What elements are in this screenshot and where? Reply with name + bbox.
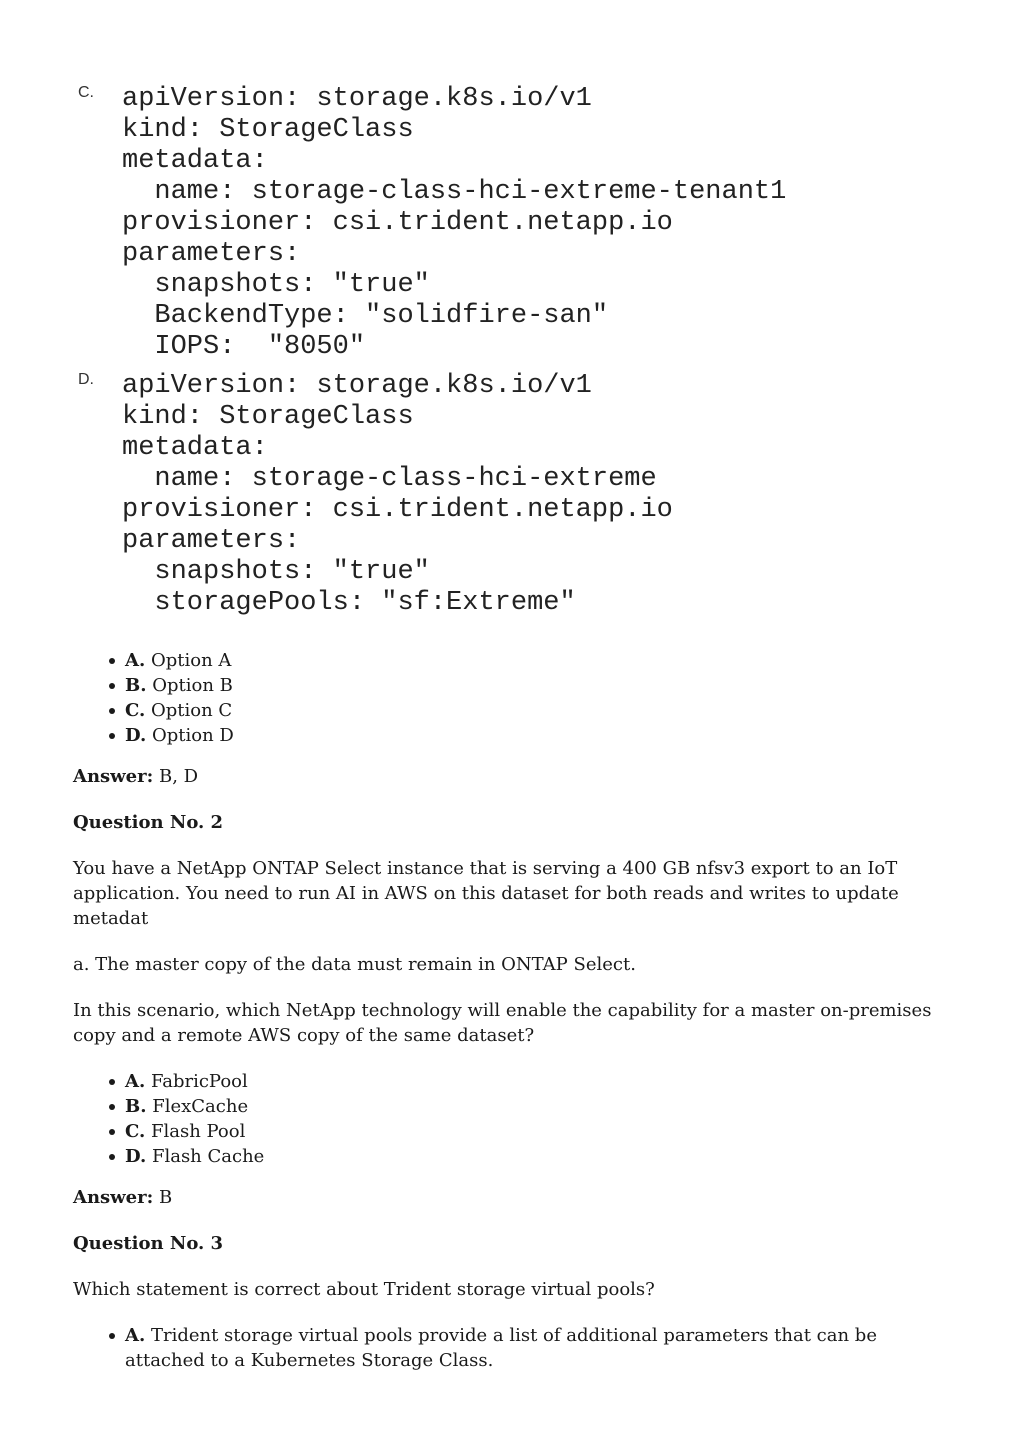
option-letter: C. [125, 1121, 146, 1142]
code-line: apiVersion: storage.k8s.io/v1 [122, 84, 592, 114]
code-line: parameters: [122, 239, 301, 269]
option-text: Flash Cache [151, 1146, 265, 1167]
question-title: Question No. 3 [73, 1233, 224, 1254]
option-letter: C. [125, 700, 146, 721]
option-letter: B. [125, 675, 147, 696]
q2-paragraph: In this scenario, which NetApp technology will enable the capability for a master on-premises copy and a remote AWS copy of the same dataset? [73, 1000, 932, 1046]
list-item [125, 1119, 953, 1144]
code-line: storagePools: "sf:Extreme" [122, 588, 576, 618]
list-item [125, 698, 953, 723]
option-text: Option A [150, 650, 232, 671]
q3-question: Which statement is correct about Trident storage virtual pools? [73, 1279, 655, 1300]
code-line: snapshots: "true" [122, 557, 430, 587]
option-text: Flash Pool [151, 1121, 246, 1142]
code-option-letter: D. [78, 371, 94, 388]
q1-option-list [73, 648, 953, 748]
q3-title [73, 1231, 953, 1256]
answer-label: Answer: [73, 1187, 154, 1208]
answer-value: B [159, 1187, 173, 1208]
list-item [125, 1094, 953, 1119]
q3-option-list [73, 1323, 953, 1373]
option-text: Option B [152, 675, 233, 696]
option-text: FabricPool [150, 1071, 248, 1092]
option-letter: A. [125, 1071, 146, 1092]
option-letter: D. [125, 725, 147, 746]
q2-paragraph: You have a NetApp ONTAP Select instance that is serving a 400 GB nfsv3 export to an IoT application. You need to run AI in AWS on this dataset for both reads and writes to update metadat [73, 858, 899, 929]
option-letter: D. [125, 1146, 147, 1167]
code-line: kind: StorageClass [122, 402, 414, 432]
option-text: FlexCache [152, 1096, 249, 1117]
list-item [125, 1144, 953, 1169]
list-item [125, 1323, 953, 1373]
list-item [125, 723, 953, 748]
code-option-letter: C. [78, 84, 94, 101]
code-line: kind: StorageClass [122, 115, 414, 145]
q1-answer [73, 764, 953, 789]
code-line: metadata: [122, 433, 268, 463]
question-title: Question No. 2 [73, 812, 224, 833]
option-text: Option C [151, 700, 233, 721]
code-line: name: storage-class-hci-extreme [122, 464, 657, 494]
question-content [73, 648, 953, 1389]
code-line: IOPS: "8050" [122, 332, 366, 362]
code-line: snapshots: "true" [122, 270, 430, 300]
list-item [125, 1069, 953, 1094]
code-line: provisioner: csi.trident.netapp.io [122, 495, 673, 525]
q2-title [73, 810, 953, 835]
code-line: provisioner: csi.trident.netapp.io [122, 208, 673, 238]
q2-answer [73, 1185, 953, 1210]
list-item [125, 648, 953, 673]
code-line: metadata: [122, 146, 268, 176]
q2-option-list [73, 1069, 953, 1169]
list-item [125, 673, 953, 698]
option-text: Option D [151, 725, 234, 746]
answer-label: Answer: [73, 766, 154, 787]
answer-value: B, D [159, 766, 199, 787]
option-letter: A. [125, 1325, 146, 1346]
option-letter: B. [125, 1096, 147, 1117]
option-text: Trident storage virtual pools provide a list of additional parameters that can be attached to a Kubernetes Storage Class. [125, 1325, 877, 1371]
code-line: apiVersion: storage.k8s.io/v1 [122, 371, 592, 401]
code-line: parameters: [122, 526, 301, 556]
q2-paragraph: a. The master copy of the data must remain in ONTAP Select. [73, 954, 636, 975]
code-line: BackendType: "solidfire-san" [122, 301, 609, 331]
option-letter: A. [125, 650, 146, 671]
code-line: name: storage-class-hci-extreme-tenant1 [122, 177, 787, 207]
